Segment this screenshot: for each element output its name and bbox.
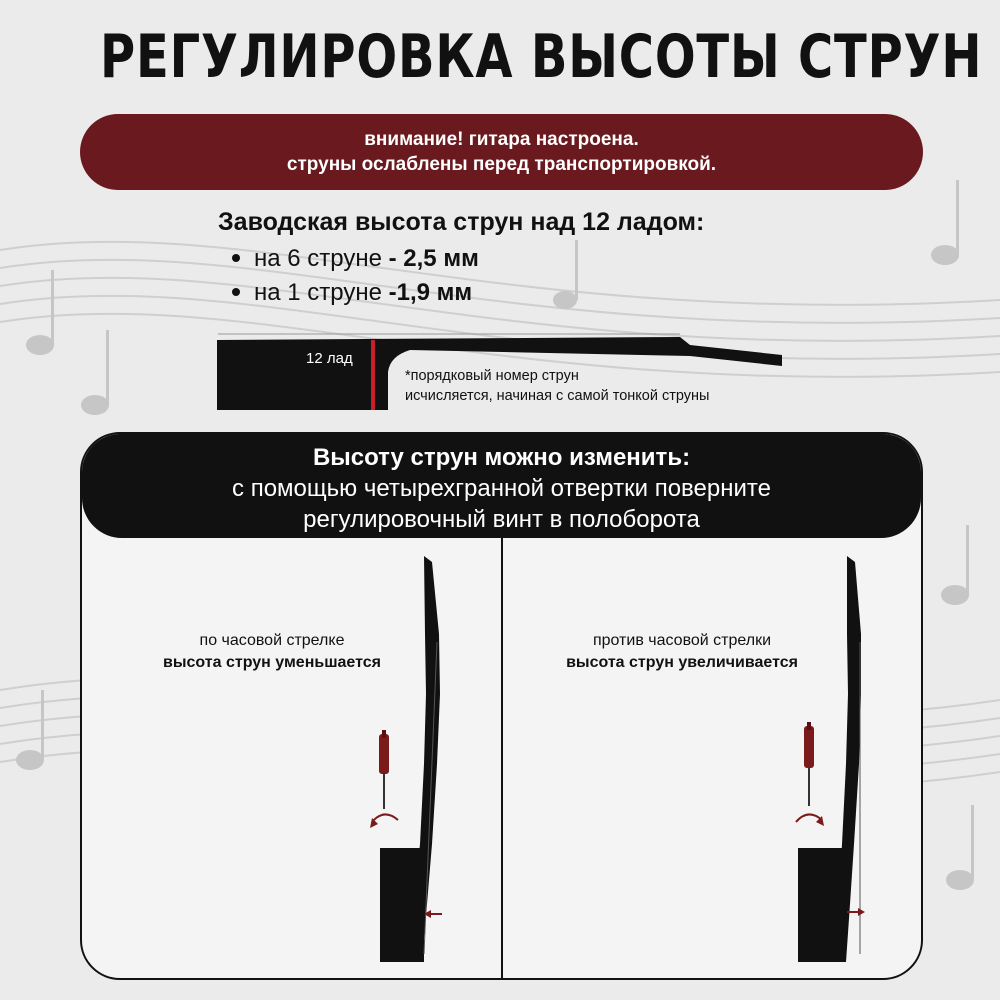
right-neck bbox=[796, 556, 865, 962]
caption-clockwise-line-1: по часовой стрелке bbox=[199, 632, 345, 649]
caption-clockwise-line-2: высота струн уменьшается bbox=[163, 654, 381, 671]
panel-line-2: регулировочный винт в полоборота bbox=[303, 506, 700, 533]
arrow-left-icon bbox=[424, 910, 442, 918]
spec-value: - 2,5 мм bbox=[388, 245, 479, 272]
adjustment-panel bbox=[80, 432, 923, 980]
page-title: РЕГУЛИРОВКА ВЫСОТЫ СТРУН bbox=[100, 22, 983, 92]
screwdriver-icon bbox=[804, 722, 814, 806]
spec-prefix: на 6 струне bbox=[254, 245, 389, 272]
arrow-right-icon bbox=[847, 908, 865, 916]
screwdriver-icon bbox=[379, 730, 389, 809]
fret-label: 12 лад bbox=[306, 350, 353, 367]
spec-prefix: на 1 струне bbox=[254, 279, 389, 306]
left-neck bbox=[370, 556, 442, 962]
note-line-1: *порядковый номер струн bbox=[405, 368, 579, 384]
truss-illustrations bbox=[82, 434, 923, 980]
fret-12-marker bbox=[371, 340, 375, 410]
warning-line-1: внимание! гитара настроена. bbox=[364, 129, 639, 150]
panel-line-1: с помощью четырехгранной отвертки поверните bbox=[232, 475, 771, 502]
string-numbering-note bbox=[405, 366, 709, 406]
note-line-2: исчисляется, начиная с самой тонкой струны bbox=[405, 388, 710, 404]
spec-value: -1,9 мм bbox=[388, 279, 473, 306]
rotate-arrow-icon bbox=[372, 814, 398, 822]
caption-counterclockwise-line-1: против часовой стрелки bbox=[592, 632, 772, 649]
specs-heading: Заводская высота струн над 12 ладом: bbox=[218, 208, 705, 236]
warning-line-2: струны ослаблены перед транспортировкой. bbox=[286, 154, 717, 175]
panel-title: Высоту струн можно изменить: bbox=[312, 444, 691, 471]
caption-counterclockwise-line-2: высота струн увеличивается bbox=[566, 654, 798, 671]
